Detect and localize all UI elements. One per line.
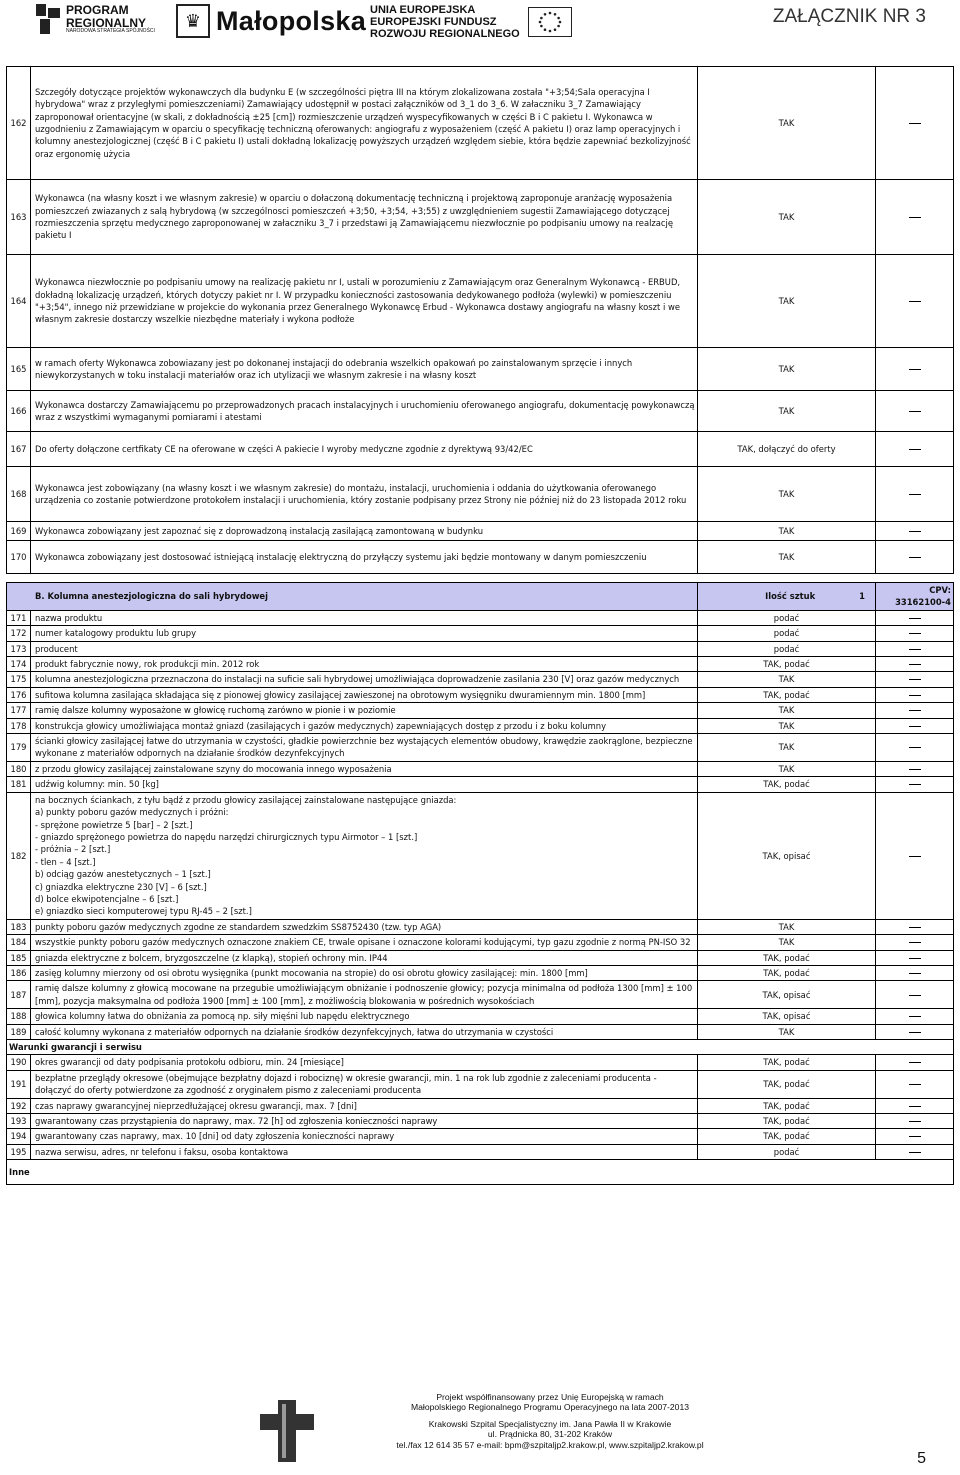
program-regionalny-logo — [36, 4, 155, 34]
dash-mark — [909, 710, 921, 711]
dash-mark — [909, 531, 921, 532]
table-row — [7, 391, 954, 432]
dash-mark — [909, 942, 921, 943]
row-description: okres gwarancji od daty podpisania protokołu odbioru, min. 24 [miesiące] — [31, 1055, 698, 1070]
qty-label: Ilość sztuk — [765, 591, 816, 602]
row-description: całość kolumny wykonana z materiałów odpornych na działanie środków dezynfekcyjnych, łatwa do utrzymania w czystości — [31, 1024, 698, 1039]
row-description: gniazda elektryczne z bolcem, bryzgoszczelne (z klapką), stopień ochrony min. IP44 — [31, 950, 698, 965]
row-description: sufitowa kolumna zasilająca składająca się z pionowej głowicy zasilającej zawieszonej na obrotowym wysięgniku dwuramiennym min. 1800 [mm] — [31, 687, 698, 702]
row-description: Wykonawca zobowiązany jest dostosować istniejącą instalację elektryczną do przyłączy systemu jaki będzie montowany w danym pomieszczeniu — [31, 541, 698, 574]
row-description: z przodu głowicy zasilającej zainstalowane szyny do mocowania innego wyposażenia — [31, 761, 698, 776]
dash-mark — [909, 369, 921, 370]
dash-mark — [909, 618, 921, 619]
eu-logo — [370, 4, 572, 40]
eu-line2: EUROPEJSKI FUNDUSZ — [370, 16, 497, 29]
row-number: 177 — [7, 703, 31, 718]
row-number: 195 — [7, 1144, 31, 1159]
table-row — [7, 626, 954, 641]
row-response — [876, 1024, 954, 1039]
table-row — [7, 734, 954, 762]
row-requirement: TAK, podać — [698, 657, 876, 672]
row-requirement: TAK — [698, 718, 876, 733]
row-description: w ramach oferty Wykonawca zobowiazany jest po dokonanej instajacji do odebrania wszelkich opakowań po zainstalowanym sprzęcie i innych niewykorzystanych w toku instalacji materiałów oraz ich utylizacji we własnym zakresie i na własny koszt — [31, 348, 698, 391]
dash-mark — [909, 747, 921, 748]
row-number: 173 — [7, 641, 31, 656]
row-requirement: TAK, podać — [698, 965, 876, 980]
dash-mark — [909, 726, 921, 727]
row-description: gwarantowany czas przystąpienia do naprawy, max. 72 [h] od zgłoszenia konieczności naprawy — [31, 1114, 698, 1129]
row-number: 164 — [7, 255, 31, 348]
dash-mark — [909, 927, 921, 928]
program-subtitle: NARODOWA STRATEGIA SPÓJNOŚCI — [66, 28, 155, 35]
row-response — [876, 965, 954, 980]
row-requirement: TAK — [698, 541, 876, 574]
row-number: 180 — [7, 761, 31, 776]
row-response — [876, 981, 954, 1009]
row-response — [876, 761, 954, 776]
row-response — [876, 432, 954, 467]
section-b-header — [7, 583, 954, 611]
row-requirement: TAK — [698, 734, 876, 762]
footer-line3: Krakowski Szpital Specjalistyczny im. Jana Pawła II w Krakowie — [428, 1418, 672, 1429]
row-number: 168 — [7, 467, 31, 522]
dash-mark — [909, 1032, 921, 1033]
row-number: 166 — [7, 391, 31, 432]
row-requirement: TAK, podać — [698, 687, 876, 702]
row-requirement: TAK — [698, 1024, 876, 1039]
dash-mark — [909, 633, 921, 634]
table-row — [7, 180, 954, 255]
row-number: 162 — [7, 67, 31, 180]
row-description: Do oferty dołączone certfikaty CE na oferowane w części A pakiecie I wyroby medyczne zgodnie z dyrektywą 93/42/EC — [31, 432, 698, 467]
dash-mark — [909, 1062, 921, 1063]
other-title: Inne — [7, 1160, 954, 1185]
row-response — [876, 1009, 954, 1024]
table-row — [7, 432, 954, 467]
row-requirement: TAK, podać — [698, 950, 876, 965]
row-number: 183 — [7, 919, 31, 934]
row-number: 181 — [7, 777, 31, 792]
row-requirement: TAK, podać — [698, 1055, 876, 1070]
row-response — [876, 777, 954, 792]
dash-mark — [909, 769, 921, 770]
dash-mark — [909, 557, 921, 558]
row-response — [876, 1098, 954, 1113]
table-row — [7, 348, 954, 391]
row-description: Wykonawca jest zobowiązany (na własny koszt i we własnym zakresie) do montażu, instalacji, uruchomienia i oddania do użytkowania oferowanego urządzenia co zostanie potwierdzone protokołem instalacji i uruchomienia, który zostanie podpisany przez Strony nie później niż do 23 listopada 2012 roku — [31, 467, 698, 522]
row-number: 190 — [7, 1055, 31, 1070]
row-response — [876, 657, 954, 672]
row-response — [876, 1114, 954, 1129]
table-row — [7, 1055, 954, 1070]
section-b-title: B. Kolumna anestezjologiczna do sali hybrydowej — [7, 583, 698, 611]
footer-line1: Projekt współfinansowany przez Unię Europejską w ramach — [436, 1392, 664, 1402]
table-row — [7, 641, 954, 656]
row-number: 194 — [7, 1129, 31, 1144]
table-row — [7, 1098, 954, 1113]
row-requirement: TAK, podać — [698, 1129, 876, 1144]
row-description: produkt fabrycznie nowy, rok produkcji min. 2012 rok — [31, 657, 698, 672]
footer-line2: Małopolskiego Regionalnego Programu Operacyjnego na lata 2007-2013 — [410, 1402, 690, 1413]
row-description: kolumna anestezjologiczna przeznaczona do instalacji na suficie sali hybrydowej umożliwiająca doprowadzenie zasilania 230 [V] oraz gazów medycznych — [31, 672, 698, 687]
row-number: 174 — [7, 657, 31, 672]
row-description: Wykonawca niezwłocznie po podpisaniu umowy na realizację pakietu nr I, ustali w porozumieniu z Zamawiającym oraz Generalnym Wykonawcą - ERBUD, dokładną lokalizację urządzeń, których dotyczy pakiet nr I. W przypadku konieczności zastosowania dedykowanego podłoża (wylewki) w pomieszczeniu "+3;54", innego niż przewidziane w projekcie do wykonania przez Generalnego Wykonawcę Erbud - Wykonawca dostawy angiografu na własny koszt i we własnym zakresie dostarczy wszelkie niezbędne materiały i wykona podłoże — [31, 255, 698, 348]
row-description: na bocznych ściankach, z tyłu bądź z przodu głowicy zasilającej zainstalowane następujące gniazda: a) punkty poboru gazów medycznych i próżni: - sprężone powietrze 5 [bar] – 2 [szt.] - gniazdo sprężonego powietrza do napędu narzędzi chirurgicznych typu Airmotor – 1 [szt.] - próżnia – 2 [szt.] - tlen – 4 [szt.] b) odciąg gazów anestetycznych – 1 [szt.] c) gniazdka elektryczne 230 [V] – 6 [szt.] d) bolce ekwipotencjalne – 6 [szt.] e) gniazdko sieci komputerowej typu RJ-45 – 2 [szt.] — [31, 792, 698, 919]
row-number: 184 — [7, 935, 31, 950]
row-response — [876, 687, 954, 702]
dash-mark — [909, 1084, 921, 1085]
dash-mark — [909, 856, 921, 857]
row-number: 165 — [7, 348, 31, 391]
row-response — [876, 792, 954, 919]
table-row — [7, 67, 954, 180]
row-requirement: TAK, opisać — [698, 792, 876, 919]
footer-line4: ul. Prądnicka 80, 31-202 Kraków — [487, 1429, 613, 1440]
row-response — [876, 950, 954, 965]
row-response — [876, 541, 954, 574]
table-row — [7, 965, 954, 980]
hospital-cross-logo-icon — [252, 1396, 322, 1466]
row-description: ścianki głowicy zasilającej łatwe do utrzymania w czystości, gładkie powierzchnie bez wystających elementów obudowy, krawędzie zaokrąglone, bezpieczne wykonane z materiałów odpornych na działanie środków dezynfekcyjnych — [31, 734, 698, 762]
row-response — [876, 641, 954, 656]
program-title2: REGIONALNY — [66, 15, 147, 30]
row-number: 192 — [7, 1098, 31, 1113]
row-requirement: TAK, podać — [698, 1114, 876, 1129]
dash-mark — [909, 1106, 921, 1107]
row-response — [876, 255, 954, 348]
table-row — [7, 761, 954, 776]
row-response — [876, 672, 954, 687]
row-response — [876, 610, 954, 625]
row-description: Wykonawca (na własny koszt i we własnym zakresie) w oparciu o dołaczoną dokumentację techniczną i projektową zaproponuje aranżację wyposażenia pomieszczeń zwiazanych z salą hybrydową (w szczególnosci pomieszczeń +3;50, +3;54, +3;55) z uwzględnieniem sugestii Zamawiającego dotyczącej rozmieszczenia sprzętu medycznego zaproponowanej w załaczniku 3_7 i przedstawi ją Zamawiającemu niezwłocznie po podpisaniu umowy na realzację pakietu I — [31, 180, 698, 255]
row-number: 170 — [7, 541, 31, 574]
row-description: Wykonawca zobowiązany jest zapoznać się z doprowadzoną instalacją zasilającą zamontowaną w budynku — [31, 522, 698, 541]
row-description: wszystkie punkty poboru gazów medycznych oznaczone znakiem CE, trwale opisane i oznaczone kolorami kodującymi, typ gazu zgodnie z normą PN-ISO 32 — [31, 935, 698, 950]
dash-mark — [909, 123, 921, 124]
row-number: 176 — [7, 687, 31, 702]
table-row — [7, 255, 954, 348]
table-row — [7, 935, 954, 950]
row-response — [876, 391, 954, 432]
table-row — [7, 541, 954, 574]
row-description: nazwa produktu — [31, 610, 698, 625]
row-number: 178 — [7, 718, 31, 733]
dash-mark — [909, 649, 921, 650]
dash-mark — [909, 411, 921, 412]
row-requirement: TAK, podać — [698, 1098, 876, 1113]
dash-mark — [909, 679, 921, 680]
row-requirement: TAK, opisać — [698, 1009, 876, 1024]
row-number: 193 — [7, 1114, 31, 1129]
row-requirement: podać — [698, 1144, 876, 1159]
dash-mark — [909, 494, 921, 495]
program-regionalny-mark-icon — [36, 4, 60, 34]
row-description: Wykonawca dostarczy Zamawiającemu po przeprowadzonych pracach instalacyjnych i uruchomieniu oferowanego angiografu, dokumentację powykonawczą wraz z wszystkimi wymaganymi pomiarami i atestami — [31, 391, 698, 432]
table-row — [7, 1024, 954, 1039]
row-requirement: TAK — [698, 672, 876, 687]
row-number: 171 — [7, 610, 31, 625]
row-response — [876, 626, 954, 641]
row-requirement: TAK — [698, 67, 876, 180]
dash-mark — [909, 995, 921, 996]
row-requirement: TAK — [698, 935, 876, 950]
cpv-code: CPV: 33162100-4 — [876, 583, 954, 611]
row-description: udźwig kolumny: min. 50 [kg] — [31, 777, 698, 792]
row-number: 189 — [7, 1024, 31, 1039]
row-number: 175 — [7, 672, 31, 687]
row-number: 163 — [7, 180, 31, 255]
page-header — [0, 0, 960, 48]
page-footer — [0, 1388, 960, 1475]
row-description: głowica kolumny łatwa do obniżania za pomocą np. siły mięśni lub napędu elektrycznego — [31, 1009, 698, 1024]
qty-value: 1 — [859, 591, 865, 602]
row-requirement: podać — [698, 626, 876, 641]
table-row — [7, 1129, 954, 1144]
table-row — [7, 703, 954, 718]
dash-mark — [909, 958, 921, 959]
row-description: punkty poboru gazów medycznych zgodne ze standardem szwedzkim SS8752430 (tzw. typ AGA) — [31, 919, 698, 934]
row-response — [876, 703, 954, 718]
table-row — [7, 792, 954, 919]
dash-mark — [909, 973, 921, 974]
dash-mark — [909, 1121, 921, 1122]
row-description: ramię dalsze kolumny z głowicą mocowane na przegubie umożliwiającym obniżanie i podnoszenie głowicy; pozycja minimalna od podłoża 1300 [mm] ± 100 [mm], pozycja maksymalna od podłoża 1900 [mm] ± 100 [mm], z możliwością blokowania w pośrednich wysokościach — [31, 981, 698, 1009]
row-requirement: TAK, opisać — [698, 981, 876, 1009]
row-number: 169 — [7, 522, 31, 541]
row-requirement: TAK, dołączyć do oferty — [698, 432, 876, 467]
table-row — [7, 672, 954, 687]
row-number: 188 — [7, 1009, 31, 1024]
row-description: numer katalogowy produktu lub grupy — [31, 626, 698, 641]
row-requirement: podać — [698, 610, 876, 625]
row-description: bezpłatne przeglądy okresowe (obejmujące bezpłatny dojazd i robociznę) w okresie gwarancji, min. 1 na rok lub zgodnie z zaleceniami producenta - dołączyć do oferty potwierdzone za zgodność z oryginałem pismo z zaleceniami producenta — [31, 1070, 698, 1098]
dash-mark — [909, 1016, 921, 1017]
table-row — [7, 610, 954, 625]
malopolska-logo — [176, 4, 366, 38]
dash-mark — [909, 301, 921, 302]
table-row — [7, 1070, 954, 1098]
dash-mark — [909, 784, 921, 785]
row-response — [876, 1055, 954, 1070]
row-response — [876, 718, 954, 733]
row-number: 185 — [7, 950, 31, 965]
row-response — [876, 467, 954, 522]
table-row — [7, 777, 954, 792]
row-description: gwarantowany czas naprawy, max. 10 [dni] od daty zgłoszenia konieczności naprawy — [31, 1129, 698, 1144]
row-number: 167 — [7, 432, 31, 467]
table-row — [7, 718, 954, 733]
warranty-section-header — [7, 1040, 954, 1055]
row-requirement: TAK — [698, 761, 876, 776]
dash-mark — [909, 664, 921, 665]
row-number: 182 — [7, 792, 31, 919]
eu-line3: ROZWOJU REGIONALNEGO — [370, 28, 520, 41]
eu-flag-icon — [528, 7, 572, 37]
dash-mark — [909, 217, 921, 218]
table-row — [7, 1009, 954, 1024]
warranty-title: Warunki gwarancji i serwisu — [7, 1040, 954, 1055]
table-row — [7, 950, 954, 965]
dash-mark — [909, 1152, 921, 1153]
row-response — [876, 522, 954, 541]
row-requirement: TAK, podać — [698, 777, 876, 792]
dash-mark — [909, 449, 921, 450]
row-response — [876, 935, 954, 950]
row-number: 186 — [7, 965, 31, 980]
row-requirement: TAK — [698, 348, 876, 391]
specification-table — [6, 66, 954, 1185]
row-requirement: TAK — [698, 522, 876, 541]
row-description: Szczegóły dotyczące projektów wykonawczych dla budynku E (w szczególności piętra III na którym zlokalizowana została "+3;54;Sala operacyjna I hybrydowa" wraz z przyległymi pomieszczeniami) Zamawiający udostępnił w postaci załączników od 3_1 do 3_6. W załaczniku 3_7 Zamawiający zaproponował orientacyjne (w skali, z dokładnością ±25 [cm]) rozmieszczenie urządzeń wyspecyfikowanych w części B i C pakietu I. Wykonawca w uzgodnieniu z Zamawiającym w oparciu o specyfikację techniczną oferowanych: angiografu z wyposażeniem (część A pakietu I) oraz lamp operacyjnych i kolumny anestezjologicznej (część B i C pakietu I) ustali dokładną lokalizację powyższych urządzeń względem siebie, która będzie zapewniać bezkolizyjność oraz ergonomię użycia — [31, 67, 698, 180]
row-description: nazwa serwisu, adres, nr telefonu i faksu, osoba kontaktowa — [31, 1144, 698, 1159]
row-response — [876, 180, 954, 255]
row-number: 179 — [7, 734, 31, 762]
page-number: 5 — [917, 1450, 926, 1467]
row-description: producent — [31, 641, 698, 656]
table-row — [7, 522, 954, 541]
table-row — [7, 919, 954, 934]
table-row — [7, 467, 954, 522]
malopolska-wordmark: Małopolska — [216, 5, 367, 36]
malopolska-emblem-icon: ♛ — [176, 4, 210, 38]
row-response — [876, 1070, 954, 1098]
table-row — [7, 1144, 954, 1159]
table-row — [7, 657, 954, 672]
row-number: 187 — [7, 981, 31, 1009]
row-number: 172 — [7, 626, 31, 641]
row-number: 191 — [7, 1070, 31, 1098]
row-requirement: TAK — [698, 467, 876, 522]
row-response — [876, 734, 954, 762]
attachment-label: ZAŁĄCZNIK NR 3 — [772, 6, 926, 27]
dash-mark — [909, 1136, 921, 1137]
row-response — [876, 67, 954, 180]
table-row — [7, 687, 954, 702]
eu-line1: UNIA EUROPEJSKA — [370, 4, 476, 16]
row-requirement: TAK — [698, 391, 876, 432]
footer-line5: tel./fax 12 614 35 57 e-mail: bpm@szpitaljp2.krakow.pl, www.szpitaljp2.krakow.pl — [396, 1439, 704, 1450]
row-requirement: TAK — [698, 180, 876, 255]
row-requirement: TAK — [698, 255, 876, 348]
row-description: czas naprawy gwarancyjnej nieprzedłużającej okresu gwarancji, max. 7 [dni] — [31, 1098, 698, 1113]
table-row — [7, 1114, 954, 1129]
row-requirement: TAK — [698, 703, 876, 718]
other-section-header — [7, 1160, 954, 1185]
row-response — [876, 1144, 954, 1159]
dash-mark — [909, 695, 921, 696]
table-row — [7, 981, 954, 1009]
row-description: konstrukcja głowicy umożliwiająca montaż gniazd (zasilających i gazów medycznych) zapewniających dostęp z przodu i z boku kolumny — [31, 718, 698, 733]
row-requirement: podać — [698, 641, 876, 656]
row-description: zasięg kolumny mierzony od osi obrotu wysięgnika (punkt mocowania na stropie) do osi obrotu głowicy zasilającej: min. 1800 [mm] — [31, 965, 698, 980]
row-requirement: TAK — [698, 919, 876, 934]
row-requirement: TAK, podać — [698, 1070, 876, 1098]
row-response — [876, 1129, 954, 1144]
row-response — [876, 348, 954, 391]
row-description: ramię dalsze kolumny wyposażone w głowicę ruchomą zarówno w pionie i w poziomie — [31, 703, 698, 718]
row-response — [876, 919, 954, 934]
program-title: PROGRAM — [66, 3, 129, 17]
